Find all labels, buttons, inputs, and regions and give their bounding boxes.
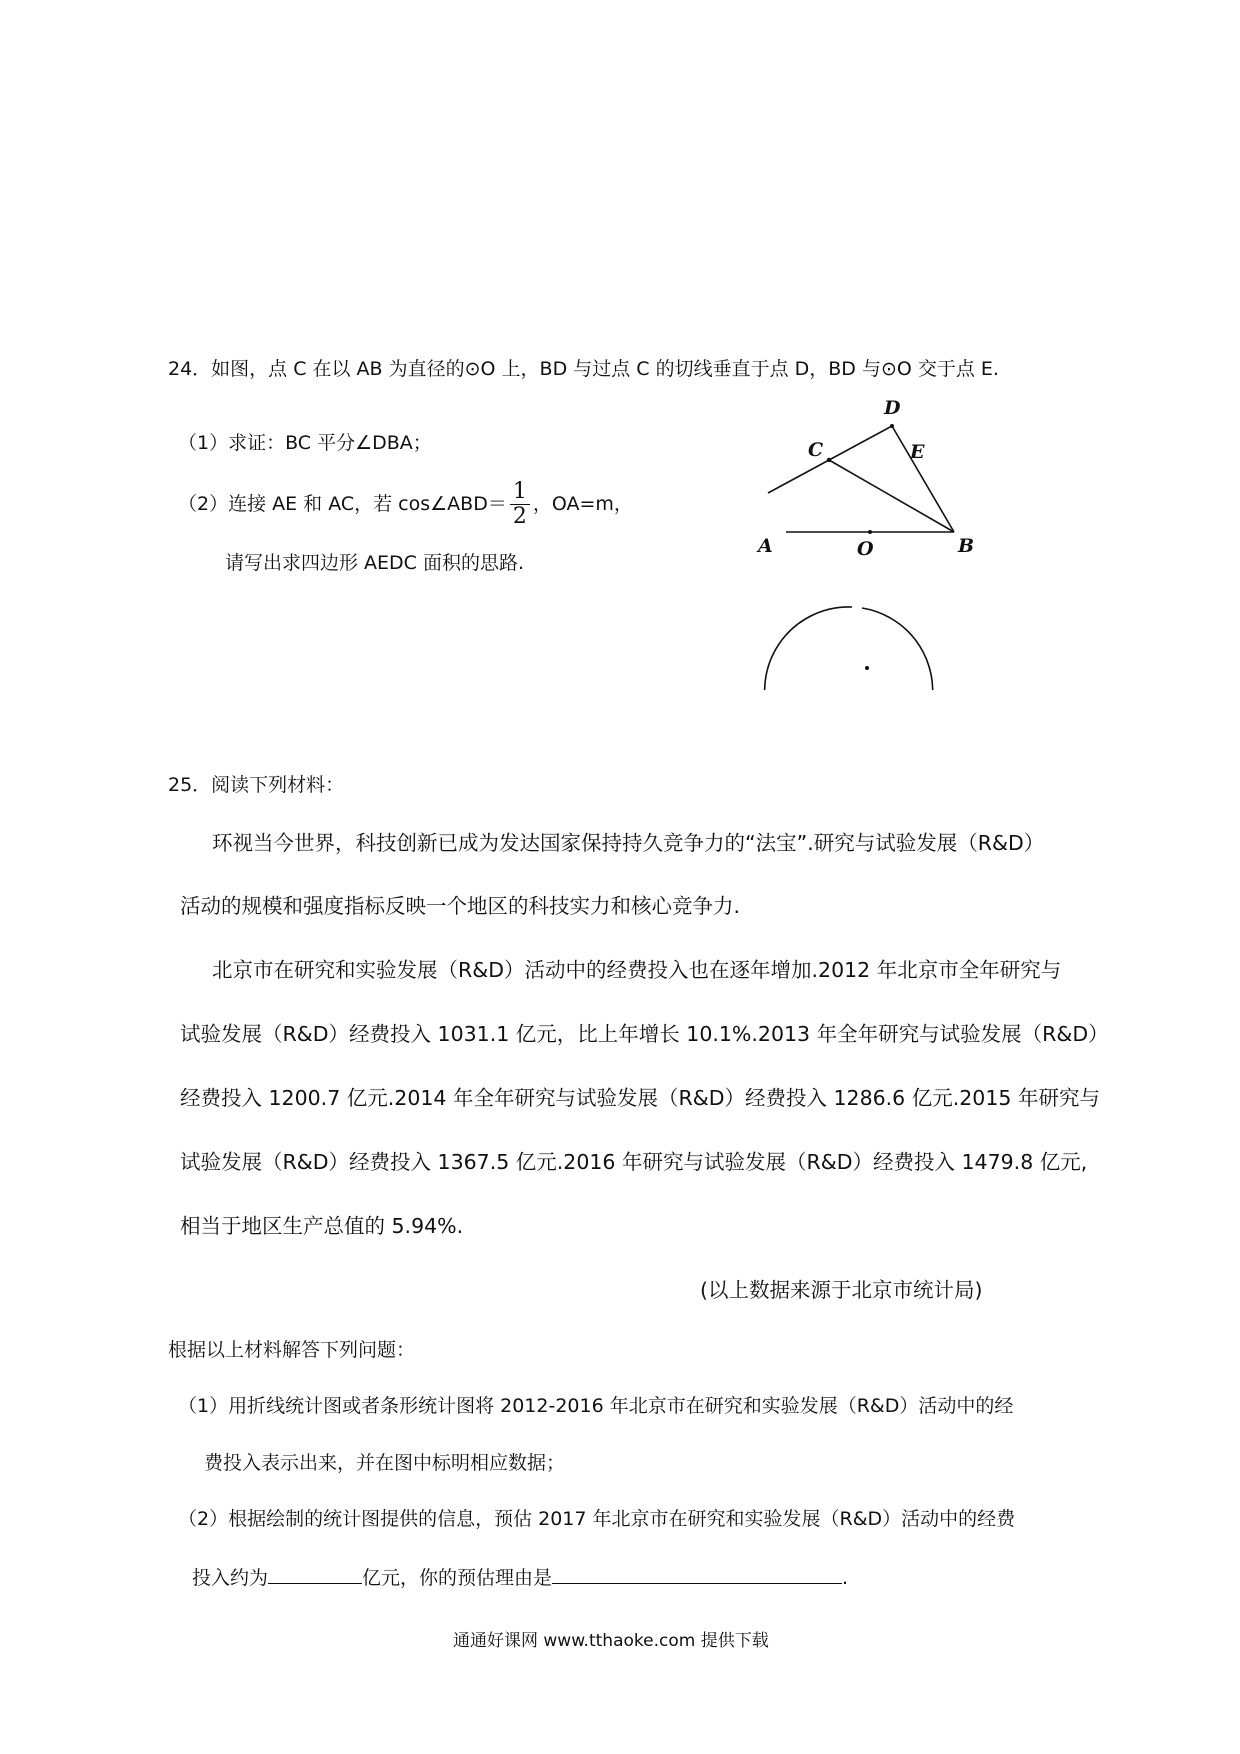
segment-bc: [829, 460, 954, 532]
q25-part2-text-b: 亿元，你的预估理由是: [362, 1567, 553, 1589]
q24-part2-line2: 请写出求四边形 AEDC 面积的思路.: [225, 552, 525, 574]
fraction-numerator: 1: [510, 480, 530, 505]
half-fraction: [510, 480, 530, 529]
label-a: A: [758, 535, 773, 557]
q25-part2-text-a: 投入约为: [192, 1567, 269, 1589]
stray-dot: [865, 666, 869, 670]
q24-part1: （1）求证：BC 平分∠DBA；: [178, 432, 432, 454]
q25-intro: 根据以上材料解答下列问题：: [168, 1339, 416, 1361]
q24-stem: 24．如图，点 C 在以 AB 为直径的⊙O 上，BD 与过点 C 的切线垂直于点 D，BD 与⊙O 交于点 E.: [168, 358, 999, 380]
q25-part1-line1: （1）用折线统计图或者条形统计图将 2012-2016 年北京市在研究和实验发展（R&D）活动中的经: [178, 1395, 1014, 1417]
q25-para2-line1: 北京市在研究和实验发展（R&D）活动中的经费投入也在逐年增加.2012 年北京市全年研究与: [212, 958, 1062, 982]
q25-para2-line2: 试验发展（R&D）经费投入 1031.1 亿元，比上年增长 10.1%.2013 年全年研究与试验发展（R&D）: [180, 1022, 1109, 1046]
fraction-denominator: 2: [512, 503, 527, 529]
q25-source: (以上数据来源于北京市统计局): [700, 1278, 983, 1302]
q24-part2: [178, 476, 633, 532]
point-c: [827, 458, 831, 462]
q24-part2-after: ，OA=m，: [532, 493, 633, 515]
label-o: O: [857, 538, 874, 560]
q25-part2-line2: [192, 1563, 848, 1591]
q25-para1-line2: 活动的规模和强度指标反映一个地区的科技实力和核心竞争力.: [180, 894, 741, 918]
q25-stem: 25．阅读下列材料：: [168, 774, 345, 796]
q25-para2-line3: 经费投入 1200.7 亿元.2014 年全年研究与试验发展（R&D）经费投入 1286.6 亿元.2015 年研究与: [180, 1086, 1100, 1110]
label-c: C: [808, 439, 824, 461]
point-o: [868, 530, 872, 534]
q25-para1-line1: 环视当今世界，科技创新已成为发达国家保持持久竞争力的“法宝”.研究与试验发展（R&D）: [212, 831, 1045, 855]
circle-o: [765, 607, 933, 690]
point-d: [890, 424, 894, 428]
label-b: B: [958, 535, 975, 557]
q25-part2-text-c: .: [842, 1567, 849, 1589]
answer-blank-reason[interactable]: [552, 1563, 842, 1584]
circle-geometry-figure: [740, 390, 1020, 690]
q25-para2-line4: 试验发展（R&D）经费投入 1367.5 亿元.2016 年研究与试验发展（R&D）经费投入 1479.8 亿元,: [180, 1150, 1088, 1174]
q24-part2-before: （2）连接 AE 和 AC，若 cos∠ABD＝: [178, 493, 507, 515]
q25-part1-line2: 费投入表示出来，并在图中标明相应数据；: [204, 1452, 566, 1474]
label-e: E: [910, 441, 925, 463]
q25-part2-line1: （2）根据绘制的统计图提供的信息，预估 2017 年北京市在研究和实验发展（R&D）活动中的经费: [178, 1508, 1016, 1530]
q25-para2-line5: 相当于地区生产总值的 5.94%.: [180, 1214, 464, 1238]
label-d: D: [884, 397, 901, 419]
page-footer: 通通好课网 www.tthaoke.com 提供下载: [453, 1631, 769, 1651]
answer-blank-amount[interactable]: [268, 1563, 362, 1584]
